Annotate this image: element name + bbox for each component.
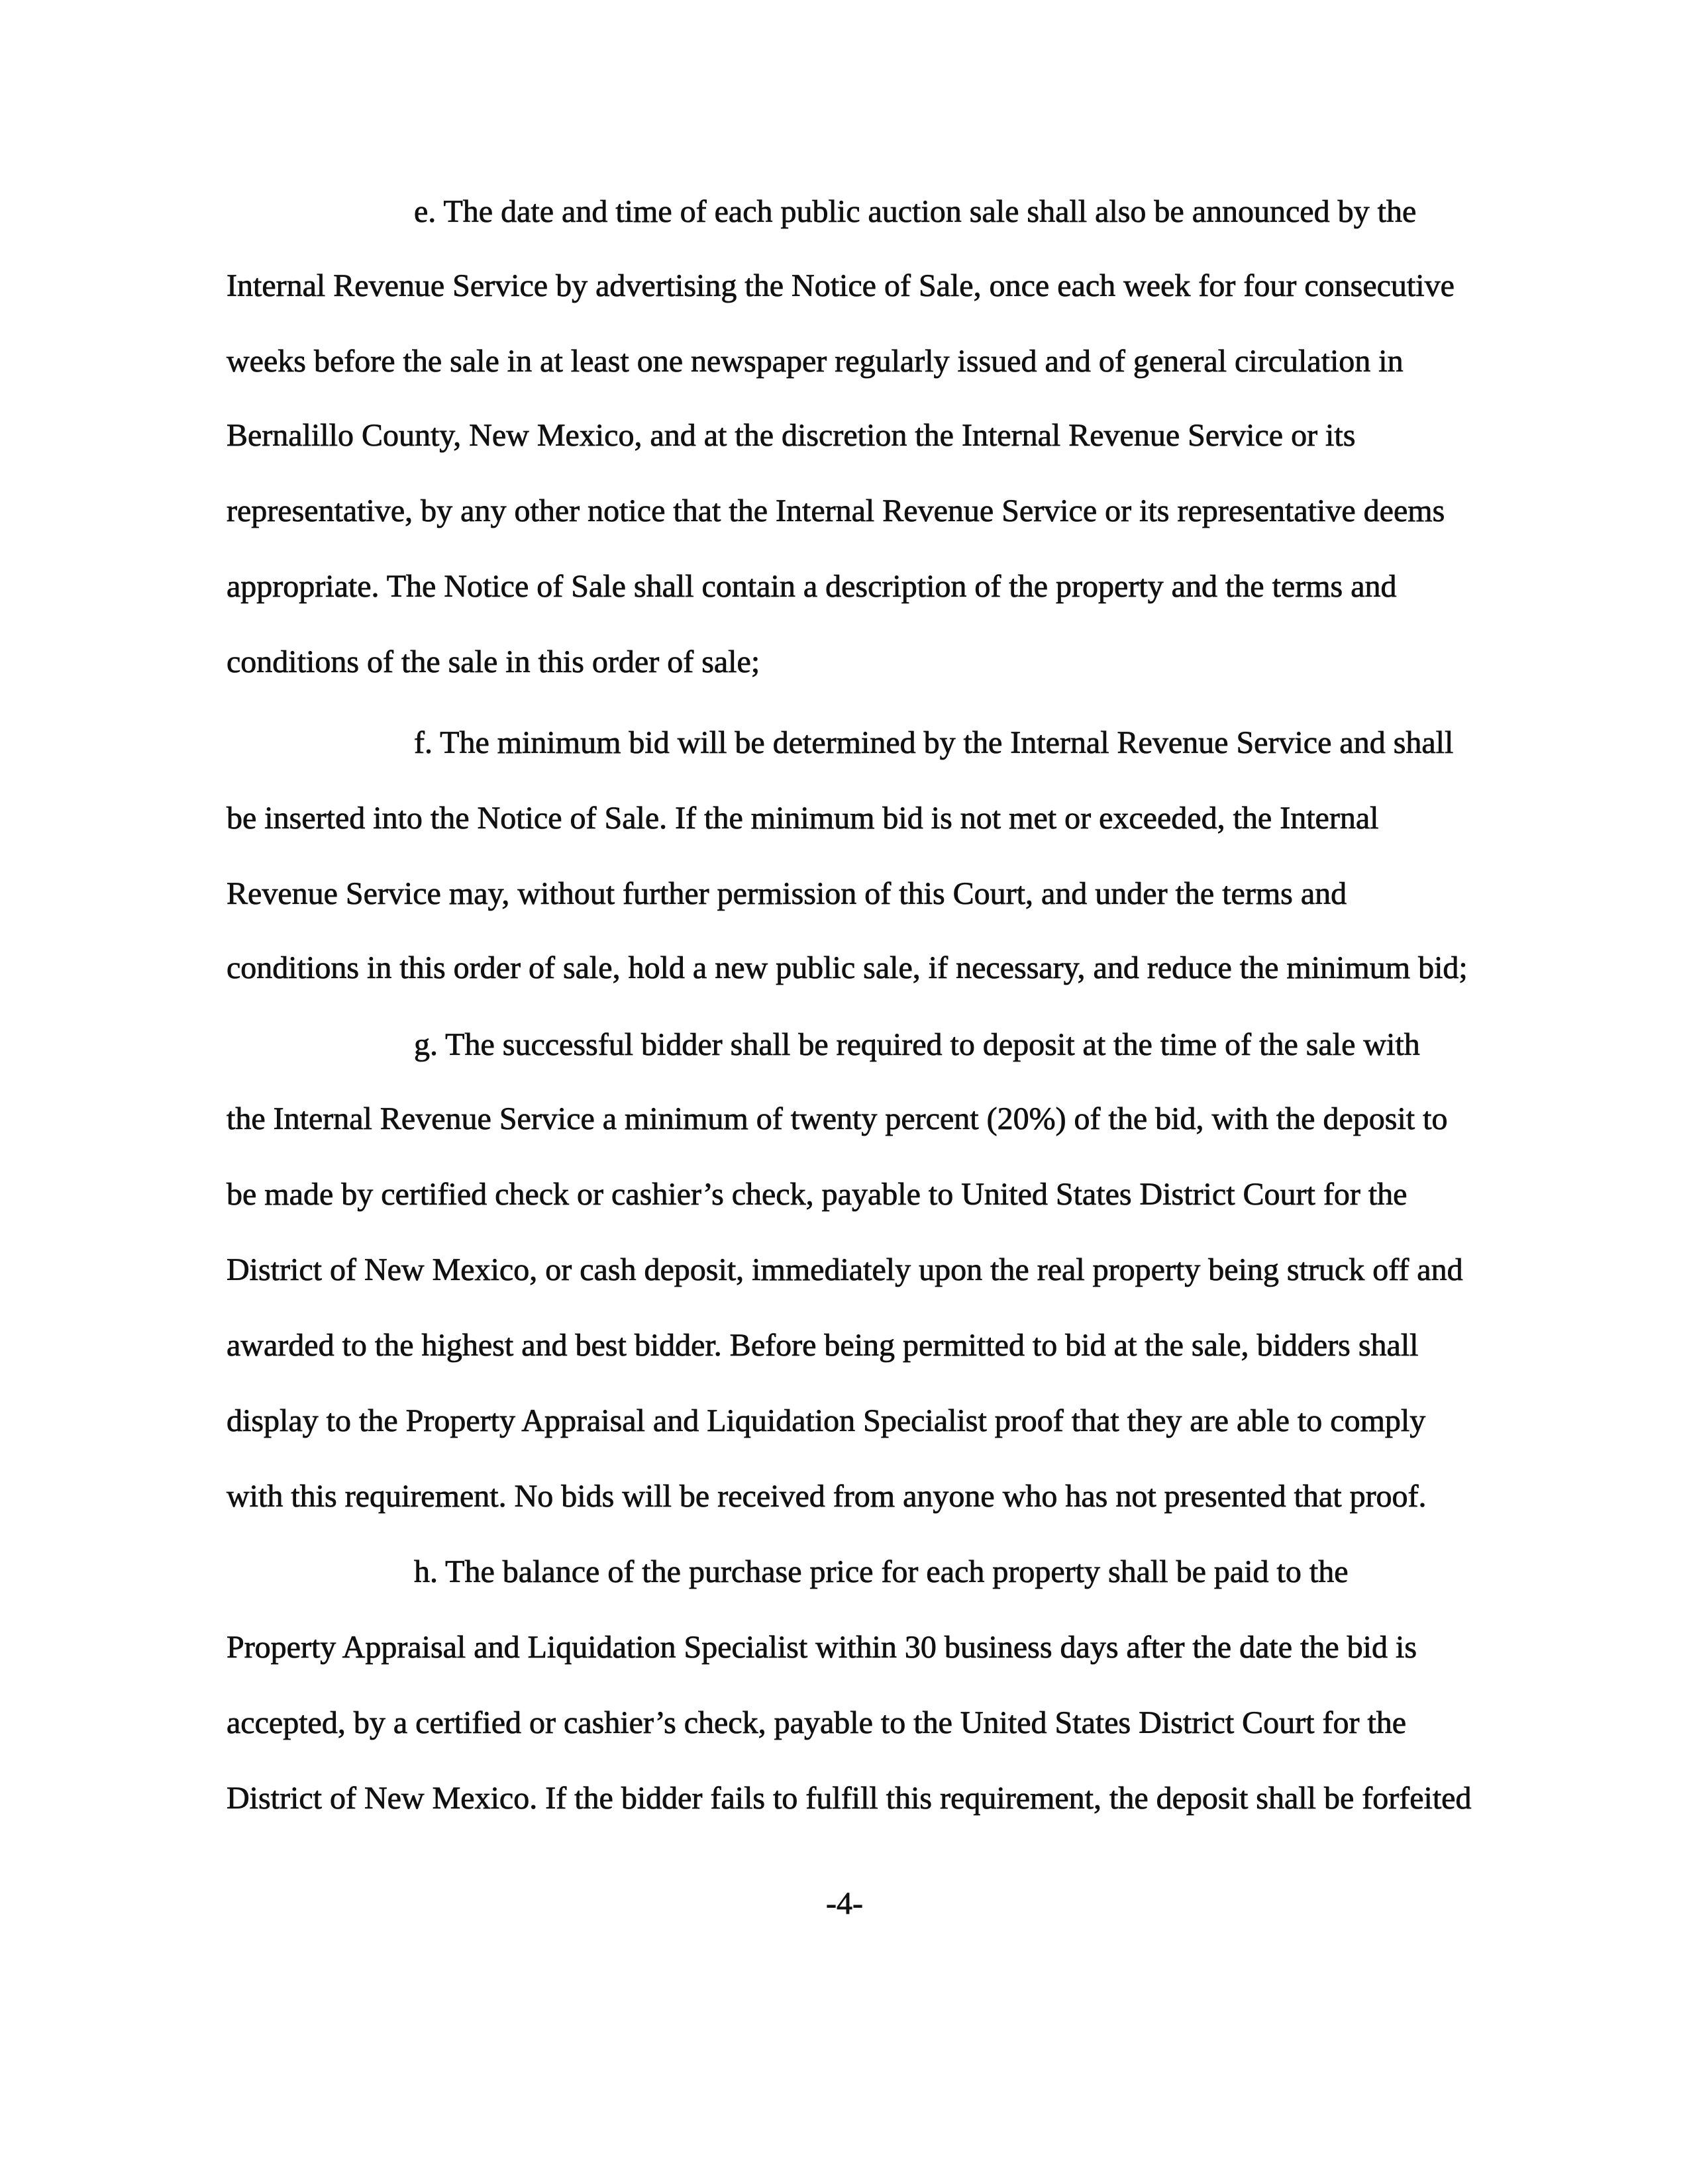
paragraph-h-line-4: District of New Mexico. If the bidder fails to fulfill this requirement, the deposit shall be forfeited	[227, 1781, 1472, 1816]
paragraph-h-line-2: Property Appraisal and Liquidation Specialist within 30 business days after the date the bid is	[227, 1630, 1417, 1665]
paragraph-g-line-3: be made by certified check or cashier’s check, payable to United States District Court for the	[227, 1177, 1408, 1212]
paragraph-e-line-6: appropriate. The Notice of Sale shall contain a description of the property and the terms and	[227, 569, 1397, 604]
paragraph-f-line-1: f. The minimum bid will be determined by the Internal Revenue Service and shall	[414, 725, 1454, 760]
paragraph-g-line-6: display to the Property Appraisal and Liquidation Specialist proof that they are able to comply	[227, 1403, 1426, 1438]
paragraph-h-line-3: accepted, by a certified or cashier’s check, payable to the United States District Court for the	[227, 1705, 1407, 1740]
paragraph-e-line-3: weeks before the sale in at least one newspaper regularly issued and of general circulation in	[227, 344, 1404, 379]
paragraph-f-line-3: Revenue Service may, without further permission of this Court, and under the terms and	[227, 876, 1347, 911]
paragraph-f-line-2: be inserted into the Notice of Sale. If the minimum bid is not met or exceeded, the Internal	[227, 801, 1379, 836]
paragraph-g-line-7: with this requirement. No bids will be received from anyone who has not presented that proof.	[227, 1479, 1427, 1514]
paragraph-e-line-1: e. The date and time of each public auction sale shall also be announced by the	[414, 194, 1417, 229]
paragraph-e-line-5: representative, by any other notice that the Internal Revenue Service or its representative deems	[227, 493, 1445, 528]
paragraph-e-line-2: Internal Revenue Service by advertising the Notice of Sale, once each week for four consecutive	[227, 268, 1455, 303]
paragraph-g-line-1: g. The successful bidder shall be required to deposit at the time of the sale with	[414, 1027, 1420, 1062]
paragraph-g-line-5: awarded to the highest and best bidder. Before being permitted to bid at the sale, bidders shall	[227, 1328, 1419, 1363]
page-number: -4-	[826, 1886, 863, 1921]
paragraph-g-line-2: the Internal Revenue Service a minimum of twenty percent (20%) of the bid, with the deposit to	[227, 1101, 1448, 1136]
paragraph-f-line-4: conditions in this order of sale, hold a new public sale, if necessary, and reduce the minimum bid;	[227, 950, 1468, 985]
paragraph-e-line-7: conditions of the sale in this order of sale;	[227, 644, 760, 679]
paragraph-h-line-1: h. The balance of the purchase price for each property shall be paid to the	[414, 1554, 1349, 1589]
paragraph-e-line-4: Bernalillo County, New Mexico, and at the discretion the Internal Revenue Service or its	[227, 418, 1356, 453]
paragraph-g-line-4: District of New Mexico, or cash deposit, immediately upon the real property being struck off and	[227, 1252, 1463, 1287]
